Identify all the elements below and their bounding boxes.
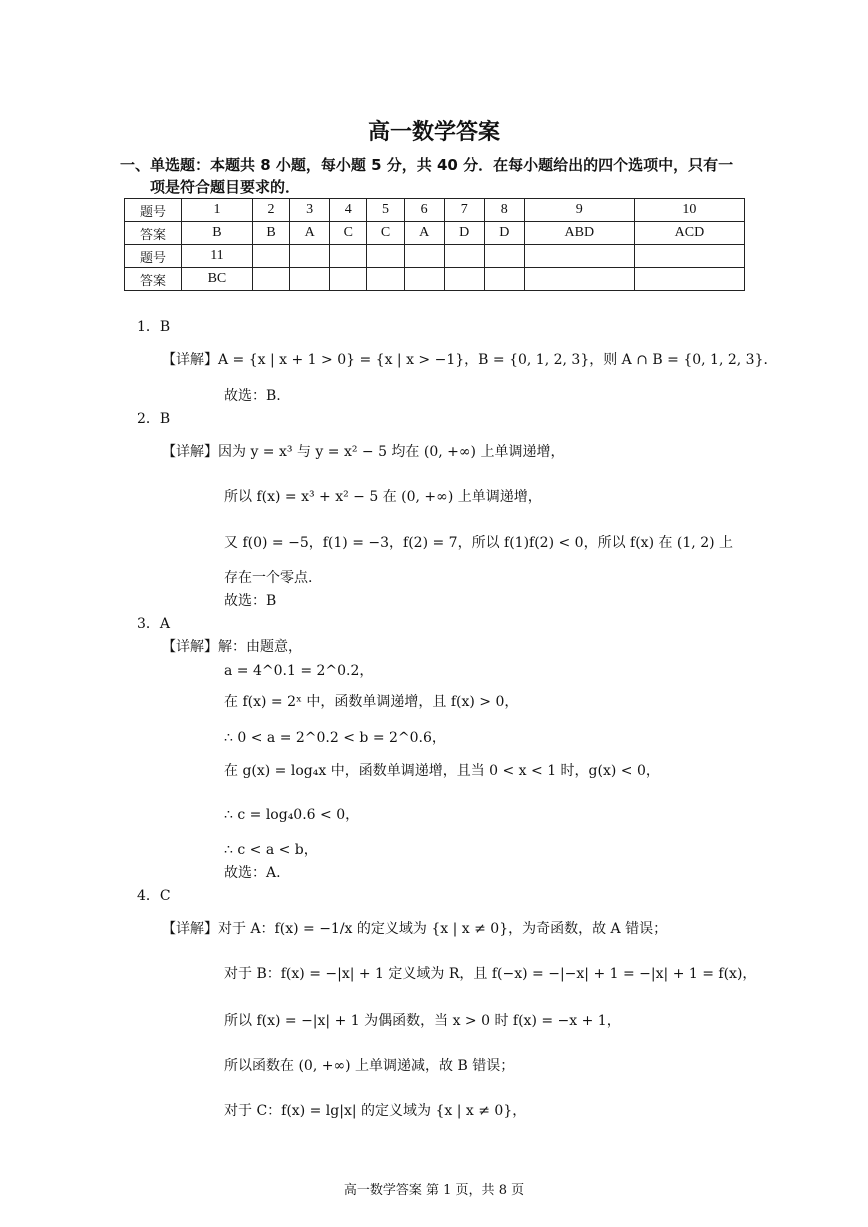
answer-table-cell xyxy=(290,268,330,291)
q3-number: 3．A xyxy=(137,616,171,632)
answer-table-cell: 11 xyxy=(182,245,253,268)
answer-table-cell xyxy=(484,245,524,268)
answer-table-row xyxy=(125,245,745,268)
q3-line2: a = 4^0.1 = 2^0.2， xyxy=(224,663,374,679)
answer-table-cell xyxy=(290,245,330,268)
q1-detail: 【详解】A = {x | x + 1 > 0} = {x | x > −1}，B = {0, 1, 2, 3}，则 A ∩ B = {0, 1, 2, 3}． xyxy=(162,352,778,368)
answer-table-cell: B xyxy=(252,222,289,245)
q3-line5: 在 g(x) = log₄x 中，函数单调递增，且当 0 < x < 1 时，g(x) < 0， xyxy=(224,763,660,779)
q1-choose: 故选：B. xyxy=(224,388,281,404)
page-footer: 高一数学答案 第 1 页，共 8 页 xyxy=(343,1183,525,1198)
q3-line6: ∴ c = log₄0.6 < 0， xyxy=(224,807,360,823)
answer-table-cell xyxy=(444,245,484,268)
answer-table-row-header: 答案 xyxy=(125,222,182,245)
answer-table-cell xyxy=(404,245,444,268)
answer-table-cell: 1 xyxy=(182,199,253,222)
answer-table-row xyxy=(125,222,745,245)
answer-table-cell xyxy=(524,268,634,291)
q4-line3: 所以 f(x) = −|x| + 1 为偶函数，当 x > 0 时 f(x) = −x + 1， xyxy=(224,1013,621,1029)
answer-table-cell xyxy=(330,268,367,291)
answer-table-cell xyxy=(367,245,404,268)
answer-table-row xyxy=(125,199,745,222)
answer-table-cell: ABD xyxy=(524,222,634,245)
section-heading-line2: 项是符合题目要求的． xyxy=(150,178,301,196)
page-title: 高一数学答案 xyxy=(367,120,500,145)
q4-line4: 所以函数在 (0, +∞) 上单调递减，故 B 错误； xyxy=(224,1058,515,1074)
q4-line2: 对于 B：f(x) = −|x| + 1 定义域为 R，且 f(−x) = −|−x| + 1 = −|x| + 1 = f(x)， xyxy=(224,966,757,982)
q4-line5: 对于 C：f(x) = lg|x| 的定义域为 {x | x ≠ 0}， xyxy=(224,1103,527,1119)
q3-choose: 故选：A. xyxy=(224,865,281,881)
answer-table-cell xyxy=(634,245,744,268)
answer-table-cell: B xyxy=(182,222,253,245)
answer-table-cell xyxy=(404,268,444,291)
answer-table-cell: 5 xyxy=(367,199,404,222)
answer-table-row xyxy=(125,268,745,291)
answer-table-cell: 8 xyxy=(484,199,524,222)
q4-line1: 【详解】对于 A：f(x) = −1/x 的定义域为 {x | x ≠ 0}，为奇函数，故 A 错误； xyxy=(162,921,668,937)
q1-number: 1．B xyxy=(137,319,171,335)
q2-line2: 所以 f(x) = x³ + x² − 5 在 (0, +∞) 上单调递增， xyxy=(224,489,542,505)
answer-table-cell: C xyxy=(330,222,367,245)
answer-table-cell: 7 xyxy=(444,199,484,222)
q2-choose: 故选：B xyxy=(224,593,277,609)
answer-table-cell xyxy=(524,245,634,268)
answer-table-cell: BC xyxy=(182,268,253,291)
q2-line3: 又 f(0) = −5，f(1) = −3，f(2) = 7，所以 f(1)f(2) < 0，所以 f(x) 在 (1, 2) 上 xyxy=(224,535,734,551)
answer-table-cell: 10 xyxy=(634,199,744,222)
answer-table-cell: 6 xyxy=(404,199,444,222)
answer-table-cell: A xyxy=(404,222,444,245)
answer-table-cell xyxy=(484,268,524,291)
section-heading-line1: 一、单选题：本题共 8 小题，每小题 5 分，共 40 分．在每小题给出的四个选项中，只有一 xyxy=(120,156,734,174)
answer-table-cell: 2 xyxy=(252,199,289,222)
answer-table-cell: A xyxy=(290,222,330,245)
answer-table-cell: D xyxy=(444,222,484,245)
q3-line4: ∴ 0 < a = 2^0.2 < b = 2^0.6， xyxy=(224,730,446,746)
answer-table-cell xyxy=(444,268,484,291)
answer-table-cell xyxy=(252,245,289,268)
answer-table xyxy=(124,198,745,291)
q2-line4: 存在一个零点. xyxy=(224,570,313,586)
q3-line1: 【详解】解：由题意， xyxy=(162,639,302,655)
answer-table-cell xyxy=(252,268,289,291)
q4-number: 4．C xyxy=(137,888,171,904)
answer-table-row-header: 答案 xyxy=(125,268,182,291)
answer-table-row-header: 题号 xyxy=(125,199,182,222)
answer-table-cell: 9 xyxy=(524,199,634,222)
answer-table-row-header: 题号 xyxy=(125,245,182,268)
answer-table-cell xyxy=(634,268,744,291)
answer-table-cell: D xyxy=(484,222,524,245)
answer-table-cell xyxy=(330,245,367,268)
answer-table-cell: 3 xyxy=(290,199,330,222)
q3-line3: 在 f(x) = 2ˣ 中，函数单调递增，且 f(x) > 0， xyxy=(224,694,519,710)
answer-table-cell: C xyxy=(367,222,404,245)
q3-line7: ∴ c < a < b， xyxy=(224,842,318,858)
answer-table-cell: ACD xyxy=(634,222,744,245)
q2-line1: 【详解】因为 y = x³ 与 y = x² − 5 均在 (0, +∞) 上单调递增， xyxy=(162,444,565,460)
answer-table-cell: 4 xyxy=(330,199,367,222)
answer-table-cell xyxy=(367,268,404,291)
q2-number: 2．B xyxy=(137,411,171,427)
